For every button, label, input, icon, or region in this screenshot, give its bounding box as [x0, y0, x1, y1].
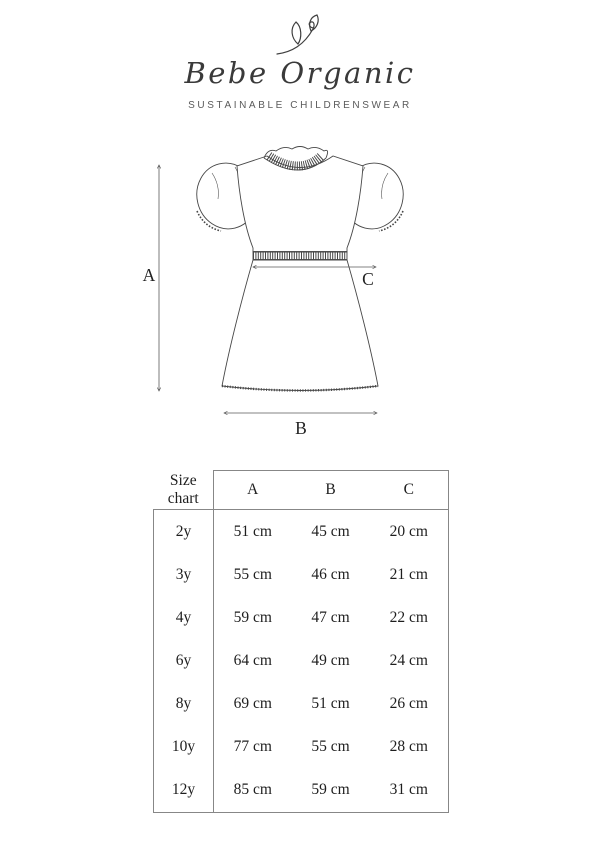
- value-cell: 31 cm: [370, 768, 449, 812]
- brand-tagline: SUSTAINABLE CHILDRENSWEAR: [188, 100, 412, 111]
- measurement-label-b: B: [295, 418, 307, 438]
- size-chart-table: [153, 470, 449, 813]
- value-cell: 59 cm: [292, 768, 370, 812]
- table-row: [154, 682, 449, 725]
- leaf-sprig-icon: [272, 14, 328, 58]
- measurement-label-c: C: [362, 269, 374, 289]
- size-cell: 6y: [154, 640, 214, 683]
- column-header-b: B: [292, 471, 370, 510]
- table-row: [154, 768, 449, 812]
- value-cell: 49 cm: [311, 652, 350, 670]
- value-cell: 64 cm: [233, 652, 272, 670]
- value-cell: 55 cm: [311, 737, 350, 755]
- size-cell: 10y: [154, 725, 214, 768]
- value-cell: 26 cm: [370, 682, 449, 725]
- value-cell: 69 cm: [233, 695, 272, 713]
- value-cell: 28 cm: [370, 725, 449, 768]
- table-row: [154, 640, 449, 683]
- value-cell: 85 cm: [214, 768, 292, 812]
- value-cell: 47 cm: [311, 609, 350, 627]
- column-header-a: A: [214, 471, 292, 510]
- measurement-label-a: A: [142, 265, 156, 285]
- size-cell: 12y: [154, 768, 214, 812]
- value-cell: 46 cm: [311, 566, 350, 584]
- value-cell: 51 cm: [233, 522, 272, 540]
- dress-measurement-diagram: [140, 135, 460, 445]
- dress-illustration: [190, 147, 410, 391]
- column-header-c: C: [370, 471, 449, 510]
- table-row: [154, 597, 449, 640]
- size-cell: 2y: [154, 510, 214, 554]
- size-cell: 4y: [154, 597, 214, 640]
- value-cell: 51 cm: [311, 695, 350, 713]
- table-header-row: [154, 471, 449, 510]
- value-cell: 55 cm: [233, 566, 272, 584]
- table-row: [154, 554, 449, 597]
- table-row: [154, 725, 449, 768]
- value-cell: 77 cm: [233, 737, 272, 755]
- value-cell: 22 cm: [370, 597, 449, 640]
- table-row: [154, 510, 449, 554]
- size-chart-title-cell: Size chart: [154, 471, 214, 510]
- value-cell: 59 cm: [233, 609, 272, 627]
- size-cell: 3y: [154, 554, 214, 597]
- value-cell: 24 cm: [370, 640, 449, 683]
- value-cell: 21 cm: [370, 554, 449, 597]
- value-cell: 20 cm: [370, 510, 449, 554]
- size-cell: 8y: [154, 682, 214, 725]
- value-cell: 45 cm: [311, 522, 350, 540]
- brand-name: Bebe Organic: [184, 56, 416, 90]
